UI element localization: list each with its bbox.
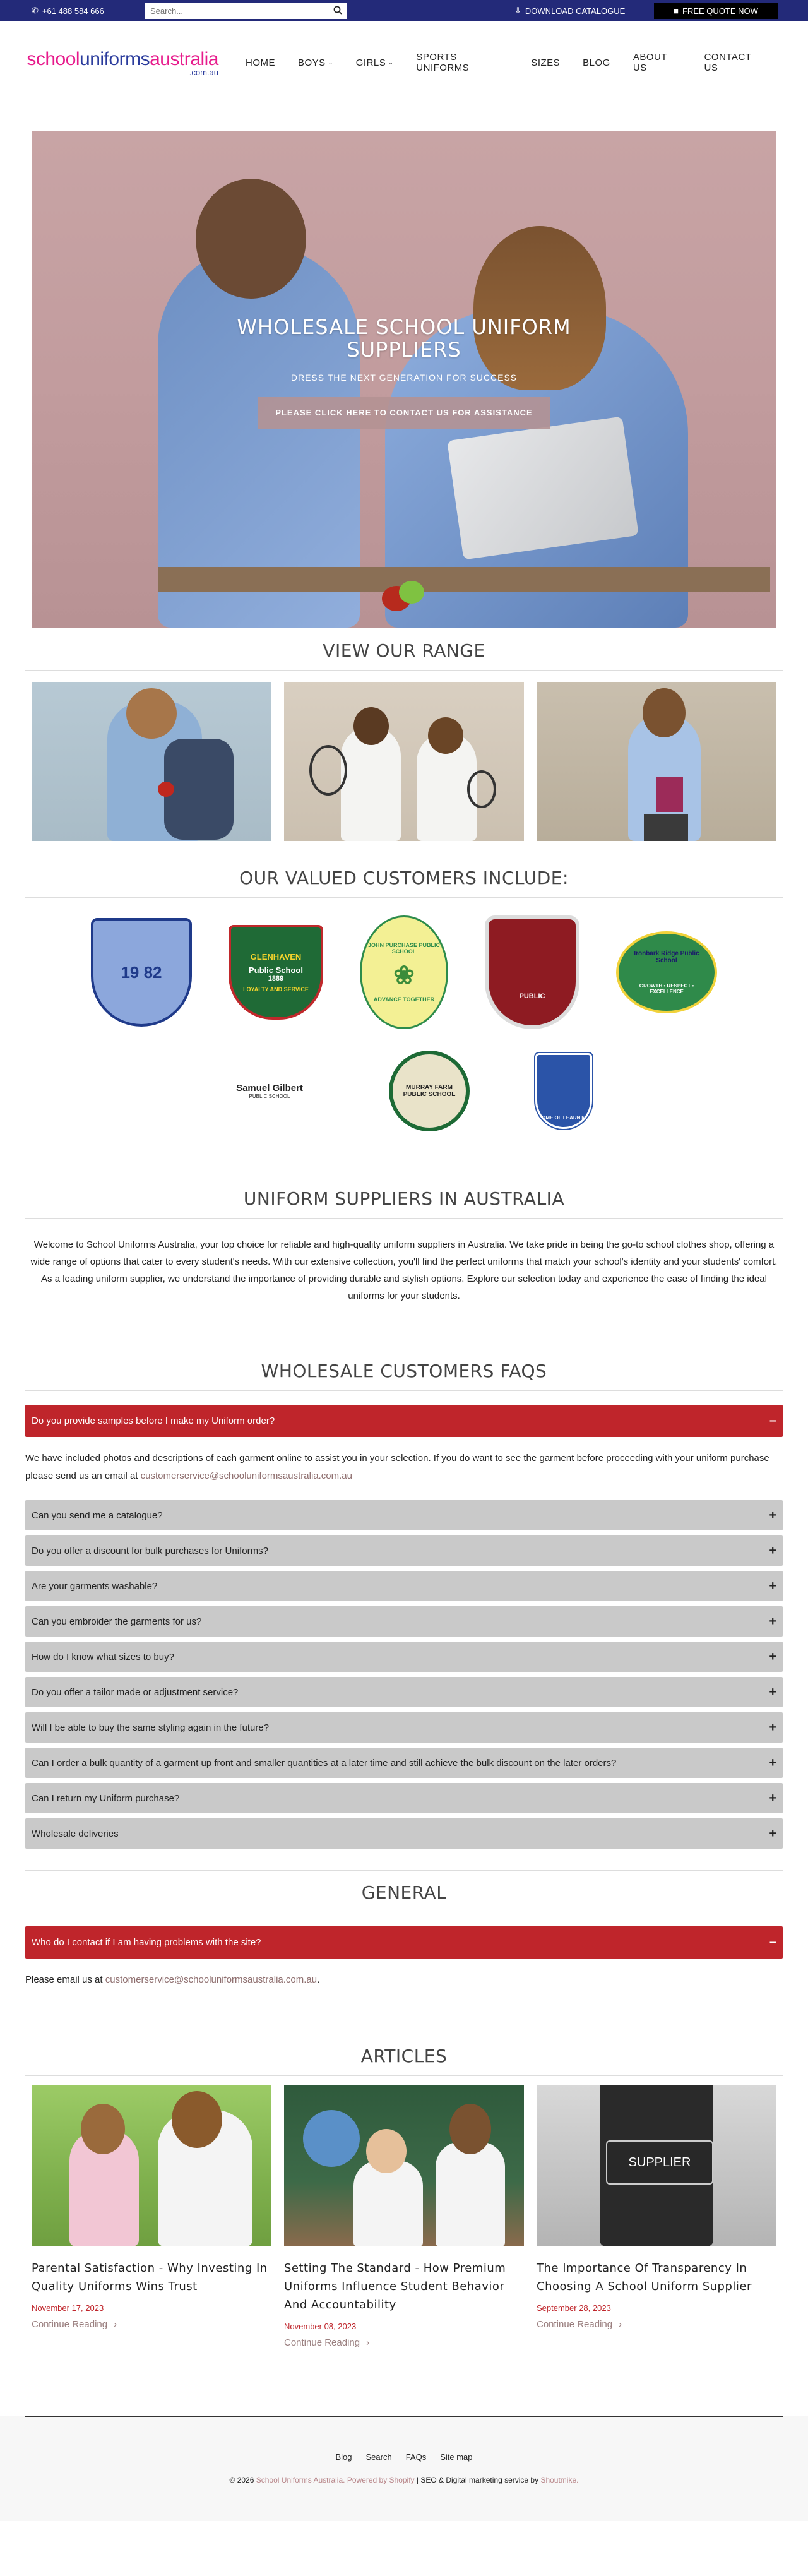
faq-question: Can I order a bulk quantity of a garment up front and smaller quantities at a later time and still achieve the bulk discount on the later orders? [32, 1757, 617, 1768]
suppliers-title: UNIFORM SUPPLIERS IN AUSTRALIA [243, 1188, 565, 1209]
chevron-right-icon: › [114, 2319, 117, 2330]
racket [309, 745, 347, 796]
range-tile-sports[interactable] [284, 682, 524, 841]
faq-item-open[interactable] [25, 1405, 783, 1437]
phone-number: +61 488 584 666 [42, 6, 104, 16]
logo-murray-farm [389, 1051, 470, 1131]
article-title[interactable]: Setting The Standard - How Premium Uniforms Influence Student Behavior And Accountability [284, 2262, 506, 2311]
apple [158, 782, 174, 797]
customers-section [0, 868, 808, 1131]
article-image[interactable] [284, 2085, 524, 2246]
faq-item[interactable] [25, 1783, 783, 1813]
continue-reading-link[interactable] [537, 2319, 776, 2330]
general-section [0, 1870, 808, 2004]
supplier-screen: SUPPLIER [606, 2140, 713, 2185]
general-item-open[interactable] [25, 1926, 783, 1959]
faq-title: WHOLESALE CUSTOMERS FAQS [261, 1361, 547, 1381]
article-date: November 17, 2023 [32, 2303, 104, 2313]
backpack [164, 739, 234, 840]
main-nav [234, 52, 776, 73]
range-tile-girls[interactable] [537, 682, 776, 841]
racket [467, 770, 496, 808]
continue-reading-link[interactable] [284, 2337, 524, 2348]
seo-credit: | SEO & Digital marketing service by [416, 2476, 539, 2484]
logo-part-school: school [27, 48, 80, 69]
site-footer [0, 2416, 808, 2521]
copyright-site-link[interactable]: School Uniforms Australia. [256, 2476, 345, 2484]
nav-label: BLOG [583, 57, 610, 68]
child-head [81, 2104, 125, 2154]
articles-section [0, 2046, 808, 2348]
faq-answer-suffix: . [317, 1974, 320, 1985]
divider [25, 670, 783, 671]
range-section [0, 640, 808, 841]
crest-motto: LOYALTY AND SERVICE [243, 986, 309, 993]
crest-text: 19 82 [121, 962, 162, 982]
faq-accordion [25, 1405, 783, 1849]
download-label: DOWNLOAD CATALOGUE [525, 6, 626, 16]
faq-item[interactable] [25, 1606, 783, 1637]
divider [25, 1218, 783, 1219]
crest-text: JOHN PURCHASE PUBLIC SCHOOL [368, 942, 441, 955]
logo-1982-school [91, 918, 192, 1027]
minus-icon: – [769, 1935, 776, 1949]
divider [25, 897, 783, 898]
logo-home-of-learning [535, 1053, 592, 1129]
continue-reading-label: Continue Reading [32, 2319, 108, 2330]
article-title[interactable]: Parental Satisfaction - Why Investing In Quality Uniforms Wins Trust [32, 2262, 268, 2293]
faq-question: Wholesale deliveries [32, 1828, 119, 1839]
girl-head [643, 688, 686, 737]
article-title[interactable]: The Importance Of Transparency In Choosing A School Uniform Supplier [537, 2262, 752, 2293]
faq-answer [25, 1959, 783, 2004]
nav-sports-uniforms[interactable] [405, 52, 520, 73]
customer-logos-row-2 [183, 1051, 625, 1131]
search-icon[interactable] [333, 6, 342, 16]
agency-link[interactable]: Shoutmike. [540, 2476, 579, 2484]
plus-icon: + [769, 1720, 776, 1734]
article-image[interactable] [32, 2085, 271, 2246]
free-quote-button[interactable] [654, 3, 778, 19]
faq-item[interactable] [25, 1748, 783, 1778]
crest-text: MURRAY FARM PUBLIC SCHOOL [403, 1084, 456, 1098]
nav-girls[interactable] [345, 52, 405, 73]
plus-icon: + [769, 1614, 776, 1628]
footer-divider [25, 2416, 783, 2417]
crest-year: 1889 [268, 975, 284, 982]
faq-answer-text: Please email us at [25, 1974, 103, 1985]
girl-figure [436, 2142, 505, 2246]
hero-photo-laptop [447, 416, 639, 559]
hero-caption [32, 316, 776, 429]
nav-contact-us[interactable] [693, 52, 776, 73]
plus-icon: + [769, 1578, 776, 1593]
nav-label: CONTACT US [704, 52, 752, 73]
boy-figure [354, 2161, 423, 2246]
article-cards [32, 2085, 776, 2348]
hero-title [221, 316, 587, 361]
general-title: GENERAL [361, 1882, 447, 1903]
footer-link-faqs[interactable]: FAQs [405, 2452, 427, 2462]
divider [25, 1870, 783, 1871]
email-link[interactable]: customerservice@schooluniformsaustralia.com.au [105, 1974, 318, 1985]
faq-item[interactable] [25, 1642, 783, 1672]
skirt [644, 814, 688, 841]
logo-ironbark-ridge [616, 931, 717, 1013]
search-input[interactable] [150, 6, 333, 16]
article-date: November 08, 2023 [284, 2322, 357, 2331]
footer-link-search[interactable]: Search [365, 2452, 392, 2462]
footer-link-blog[interactable]: Blog [335, 2452, 352, 2462]
boy-head [366, 2129, 407, 2173]
articles-title: ARTICLES [360, 2046, 448, 2066]
top-bar [0, 0, 808, 21]
faq-answer [25, 1437, 783, 1500]
chevron-right-icon: › [366, 2337, 370, 2348]
powered-by-link[interactable]: Powered by Shopify [347, 2476, 415, 2484]
divider [25, 2075, 783, 2076]
phone-link[interactable] [32, 6, 133, 16]
footer-link-sitemap[interactable]: Site map [440, 2452, 473, 2462]
crest-text: HOME OF LEARNING [538, 1115, 590, 1121]
crest-text: PUBLIC [519, 993, 545, 1000]
folder-icon: ■ [674, 6, 679, 16]
copyright [0, 2476, 808, 2484]
copyright-year: © 2026 [229, 2476, 254, 2484]
plus-icon: + [769, 1755, 776, 1770]
continue-reading-label: Continue Reading [284, 2337, 360, 2348]
girl-head [449, 2104, 491, 2154]
hero-banner [32, 131, 776, 628]
download-catalogue-link[interactable] [514, 6, 625, 16]
nav-home[interactable] [234, 52, 287, 73]
faq-question: Can I return my Uniform purchase? [32, 1792, 180, 1804]
faq-question: Do you provide samples before I make my Uniform order? [32, 1416, 275, 1426]
hero-photo-apple-green [399, 581, 424, 604]
continue-reading-label: Continue Reading [537, 2319, 613, 2330]
footer-links [0, 2452, 808, 2462]
logo-part-australia: australia [150, 48, 218, 69]
faq-question: Are your garments washable? [32, 1580, 158, 1592]
boy-head [428, 717, 463, 754]
suppliers-body: Welcome to School Uniforms Australia, your top choice for reliable and high-quality uniform suppliers in Australia. We take pride in being the go-to school clothes shop, offering a wide range of options that cater to every student's needs. With our extensive collection, you'll find the perfect uniforms that match your school's identity and your students' comfort. As a leading uniform supplier, we understand the importance of providing durable and stylish options. Explore our selection today and experience the ease of finding the ideal uniforms for your students. [30, 1239, 778, 1301]
nav-label: BOYS [298, 57, 326, 68]
crest-text: Samuel Gilbert [236, 1083, 303, 1094]
plus-icon: + [769, 1826, 776, 1840]
nav-label: SIZES [531, 57, 561, 68]
nav-about-us[interactable] [622, 52, 693, 73]
faq-question: Can you embroider the garments for us? [32, 1616, 202, 1627]
crest-motto: GROWTH • RESPECT • EXCELLENCE [639, 983, 694, 994]
nav-label: ABOUT US [633, 52, 667, 73]
article-card [537, 2085, 776, 2348]
logo-public-school-red [485, 915, 579, 1029]
faq-item[interactable] [25, 1677, 783, 1707]
nav-sizes[interactable] [520, 52, 571, 73]
chevron-down-icon: ⌄ [328, 59, 333, 66]
free-quote-label: FREE QUOTE NOW [682, 6, 758, 16]
crest-text: GLENHAVEN [250, 952, 302, 962]
site-header [0, 21, 808, 104]
search-box [145, 3, 347, 19]
faq-item[interactable] [25, 1818, 783, 1849]
faq-item[interactable] [25, 1535, 783, 1566]
faq-question: How do I know what sizes to buy? [32, 1651, 174, 1662]
article-card [284, 2085, 524, 2348]
download-icon: ⇩ [514, 6, 521, 15]
plus-icon: + [769, 1543, 776, 1558]
hero-subtitle: DRESS THE NEXT GENERATION FOR SUCCESS [290, 373, 518, 383]
article-date: September 28, 2023 [537, 2303, 611, 2313]
faq-item[interactable] [25, 1712, 783, 1743]
folder [656, 777, 683, 812]
plus-icon: + [769, 1508, 776, 1522]
continue-reading-link[interactable] [32, 2319, 271, 2330]
globe [303, 2110, 360, 2167]
logo-glenhaven [229, 925, 323, 1020]
site-logo[interactable] [27, 48, 218, 77]
article-image[interactable] [537, 2085, 776, 2246]
faq-question: Do you offer a tailor made or adjustment service? [32, 1686, 239, 1698]
suppliers-section [0, 1188, 808, 1304]
faq-answer-text: We have included photos and descriptions of each garment online to assist you in your selection. If you do want to see the garment before proceeding with your uniform purchase please send us an email at [25, 1453, 769, 1481]
faq-section [0, 1349, 808, 1849]
plus-icon: + [769, 1685, 776, 1699]
crest-sub: Public School [249, 965, 303, 975]
customer-logos-row-1 [73, 915, 735, 1029]
nav-label: SPORTS UNIFORMS [416, 52, 470, 73]
chevron-right-icon: › [619, 2319, 622, 2330]
hero-photo-bench [158, 567, 770, 592]
chevron-down-icon: ⌄ [388, 59, 394, 66]
hero-title-text: WHOLESALE SCHOOL UNIFORM SUPPLIERS [237, 315, 571, 362]
plus-icon: + [769, 1649, 776, 1664]
range-title: VIEW OUR RANGE [323, 640, 485, 661]
customers-title: OUR VALUED CUSTOMERS INCLUDE: [239, 868, 569, 888]
crest-text: Ironbark Ridge Public School [634, 950, 699, 964]
nav-boys[interactable] [287, 52, 345, 73]
phone-icon: ✆ [32, 6, 39, 15]
crest-sub: PUBLIC SCHOOL [249, 1094, 290, 1099]
logo-part-uniforms: uniforms [80, 48, 150, 69]
contact-assistance-button[interactable]: PLEASE CLICK HERE TO CONTACT US FOR ASSISTANCE [258, 397, 550, 429]
general-accordion [25, 1926, 783, 2004]
email-link[interactable]: customerservice@schooluniformsaustralia.com.au [140, 1470, 352, 1481]
faq-question: Who do I contact if I am having problems with the site? [32, 1937, 261, 1948]
faq-question: Can you send me a catalogue? [32, 1510, 163, 1521]
nav-label: GIRLS [355, 57, 386, 68]
leaf-icon: ❀ [393, 962, 415, 989]
girl-head [354, 707, 389, 745]
faq-item[interactable] [25, 1571, 783, 1601]
faq-item[interactable] [25, 1500, 783, 1530]
nav-blog[interactable] [571, 52, 622, 73]
faq-question: Will I be able to buy the same styling again in the future? [32, 1722, 270, 1733]
nav-label: HOME [246, 57, 275, 68]
crest-motto: ADVANCE TOGETHER [373, 996, 435, 1003]
article-card [32, 2085, 271, 2348]
range-tile-boys[interactable] [32, 682, 271, 841]
plus-icon: + [769, 1791, 776, 1805]
range-tiles [32, 682, 776, 841]
boy-head [126, 688, 177, 739]
logo-samuel-gilbert [216, 1072, 323, 1110]
logo-domain: .com.au [189, 67, 218, 77]
hero-photo-boy-head [196, 179, 306, 299]
logo-john-purchase [360, 915, 448, 1029]
divider [25, 1390, 783, 1391]
minus-icon: – [769, 1414, 776, 1428]
parent-head [172, 2091, 222, 2148]
faq-question: Do you offer a discount for bulk purchases for Uniforms? [32, 1545, 268, 1556]
